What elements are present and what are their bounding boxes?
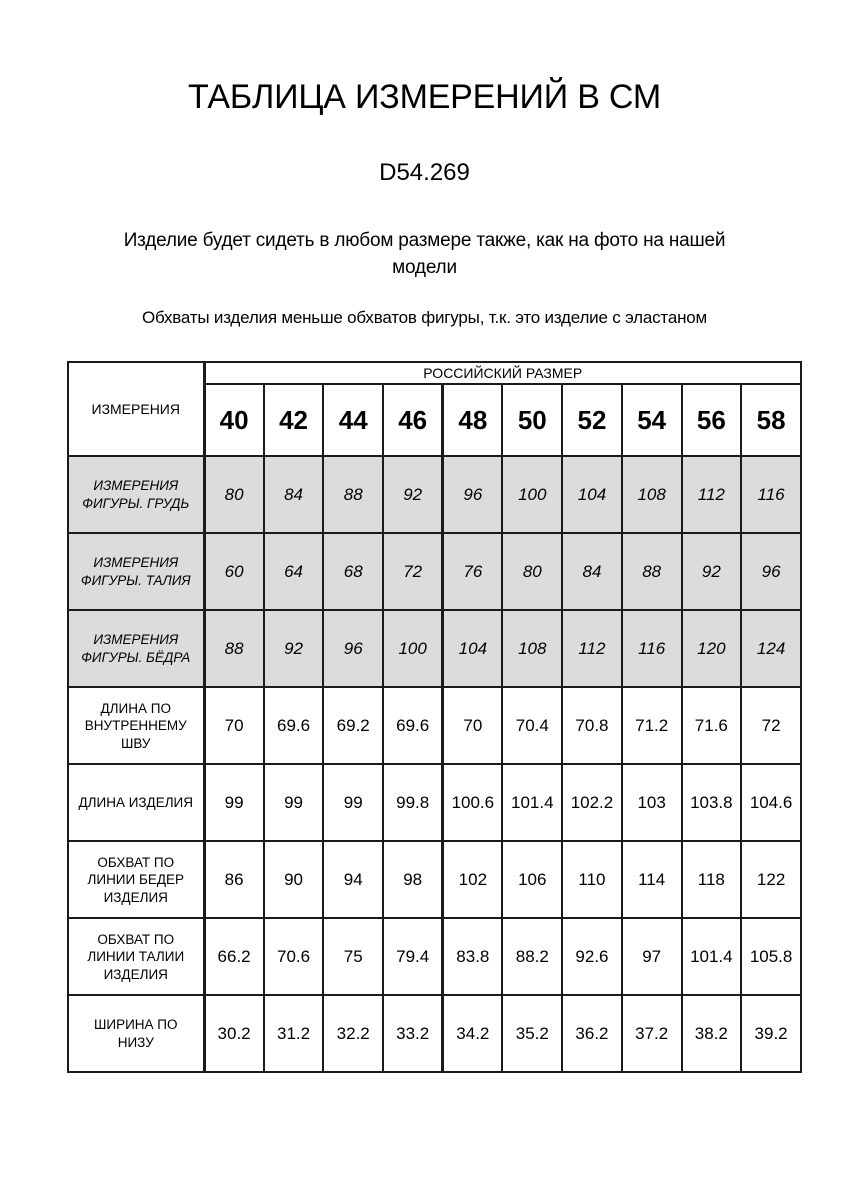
value-cell: 99.8	[383, 764, 443, 841]
article-code: D54.269	[379, 158, 470, 186]
value-cell: 99	[204, 764, 264, 841]
table-row	[68, 841, 801, 918]
value-cell: 92	[682, 533, 742, 610]
value-cell: 104	[562, 456, 622, 533]
value-cell: 96	[323, 610, 383, 687]
value-cell: 86	[204, 841, 264, 918]
value-cell: 80	[204, 456, 264, 533]
value-cell: 108	[622, 456, 682, 533]
value-cell: 70	[204, 687, 264, 764]
value-cell: 99	[323, 764, 383, 841]
size-table	[67, 361, 802, 1073]
table-row	[68, 764, 801, 841]
value-cell: 104.6	[741, 764, 801, 841]
russian-size-group-header: РОССИЙСКИЙ РАЗМЕР	[204, 362, 801, 384]
value-cell: 60	[204, 533, 264, 610]
value-cell: 71.6	[682, 687, 742, 764]
value-cell: 106	[502, 841, 562, 918]
value-cell: 105.8	[741, 918, 801, 995]
value-cell: 116	[622, 610, 682, 687]
value-cell: 112	[562, 610, 622, 687]
value-cell: 100	[383, 610, 443, 687]
size-column-header: 54	[622, 384, 682, 456]
size-table-body	[68, 456, 801, 1072]
value-cell: 103.8	[682, 764, 742, 841]
value-cell: 104	[443, 610, 503, 687]
value-cell: 108	[502, 610, 562, 687]
value-cell: 122	[741, 841, 801, 918]
size-column-header: 52	[562, 384, 622, 456]
value-cell: 88.2	[502, 918, 562, 995]
value-cell: 102	[443, 841, 503, 918]
value-cell: 36.2	[562, 995, 622, 1072]
value-cell: 38.2	[682, 995, 742, 1072]
value-cell: 88	[622, 533, 682, 610]
value-cell: 101.4	[682, 918, 742, 995]
value-cell: 83.8	[443, 918, 503, 995]
table-row	[68, 687, 801, 764]
size-column-header: 42	[264, 384, 324, 456]
size-column-header: 58	[741, 384, 801, 456]
value-cell: 30.2	[204, 995, 264, 1072]
value-cell: 68	[323, 533, 383, 610]
value-cell: 34.2	[443, 995, 503, 1072]
row-label: ОБХВАТ ПО ЛИНИИ ТАЛИИ ИЗДЕЛИЯ	[68, 918, 204, 995]
value-cell: 84	[562, 533, 622, 610]
value-cell: 39.2	[741, 995, 801, 1072]
table-row	[68, 918, 801, 995]
value-cell: 92.6	[562, 918, 622, 995]
value-cell: 37.2	[622, 995, 682, 1072]
value-cell: 96	[443, 456, 503, 533]
value-cell: 97	[622, 918, 682, 995]
value-cell: 84	[264, 456, 324, 533]
value-cell: 99	[264, 764, 324, 841]
value-cell: 31.2	[264, 995, 324, 1072]
row-label: ИЗМЕРЕНИЯ ФИГУРЫ. ТАЛИЯ	[68, 533, 204, 610]
elastane-note: Обхваты изделия меньше обхватов фигуры, т.к. это изделие с эластаном	[141, 308, 708, 328]
value-cell: 100	[502, 456, 562, 533]
value-cell: 72	[383, 533, 443, 610]
size-column-header: 56	[682, 384, 742, 456]
value-cell: 35.2	[502, 995, 562, 1072]
measurements-corner-header: ИЗМЕРЕНИЯ	[68, 362, 204, 456]
size-column-header: 46	[383, 384, 443, 456]
table-row	[68, 533, 801, 610]
value-cell: 69.6	[264, 687, 324, 764]
value-cell: 69.2	[323, 687, 383, 764]
value-cell: 75	[323, 918, 383, 995]
size-table-header	[68, 362, 801, 456]
value-cell: 70	[443, 687, 503, 764]
value-cell: 120	[682, 610, 742, 687]
size-column-header: 50	[502, 384, 562, 456]
size-column-header: 40	[204, 384, 264, 456]
value-cell: 114	[622, 841, 682, 918]
value-cell: 94	[323, 841, 383, 918]
value-cell: 79.4	[383, 918, 443, 995]
value-cell: 96	[741, 533, 801, 610]
value-cell: 110	[562, 841, 622, 918]
table-row	[68, 456, 801, 533]
fit-note: Изделие будет сидеть в любом размере также, как на фото на нашей модели	[123, 230, 726, 279]
value-cell: 98	[383, 841, 443, 918]
value-cell: 70.4	[502, 687, 562, 764]
value-cell: 90	[264, 841, 324, 918]
value-cell: 33.2	[383, 995, 443, 1072]
value-cell: 88	[204, 610, 264, 687]
value-cell: 116	[741, 456, 801, 533]
page-title: ТАБЛИЦА ИЗМЕРЕНИЙ В СМ	[187, 78, 662, 116]
row-label: ДЛИНА ИЗДЕЛИЯ	[68, 764, 204, 841]
value-cell: 71.2	[622, 687, 682, 764]
size-column-header: 44	[323, 384, 383, 456]
table-row	[68, 610, 801, 687]
size-column-header: 48	[443, 384, 503, 456]
value-cell: 76	[443, 533, 503, 610]
value-cell: 32.2	[323, 995, 383, 1072]
value-cell: 69.6	[383, 687, 443, 764]
value-cell: 103	[622, 764, 682, 841]
value-cell: 80	[502, 533, 562, 610]
table-row	[68, 995, 801, 1072]
value-cell: 102.2	[562, 764, 622, 841]
row-label: ДЛИНА ПО ВНУТРЕННЕМУ ШВУ	[68, 687, 204, 764]
row-label: ШИРИНА ПО НИЗУ	[68, 995, 204, 1072]
row-label: ОБХВАТ ПО ЛИНИИ БЕДЕР ИЗДЕЛИЯ	[68, 841, 204, 918]
value-cell: 100.6	[443, 764, 503, 841]
value-cell: 70.8	[562, 687, 622, 764]
value-cell: 72	[741, 687, 801, 764]
value-cell: 64	[264, 533, 324, 610]
value-cell: 112	[682, 456, 742, 533]
group-header-row	[68, 362, 801, 384]
value-cell: 124	[741, 610, 801, 687]
value-cell: 70.6	[264, 918, 324, 995]
value-cell: 92	[383, 456, 443, 533]
value-cell: 88	[323, 456, 383, 533]
value-cell: 118	[682, 841, 742, 918]
row-label: ИЗМЕРЕНИЯ ФИГУРЫ. ГРУДЬ	[68, 456, 204, 533]
value-cell: 66.2	[204, 918, 264, 995]
value-cell: 92	[264, 610, 324, 687]
row-label: ИЗМЕРЕНИЯ ФИГУРЫ. БЁДРА	[68, 610, 204, 687]
value-cell: 101.4	[502, 764, 562, 841]
